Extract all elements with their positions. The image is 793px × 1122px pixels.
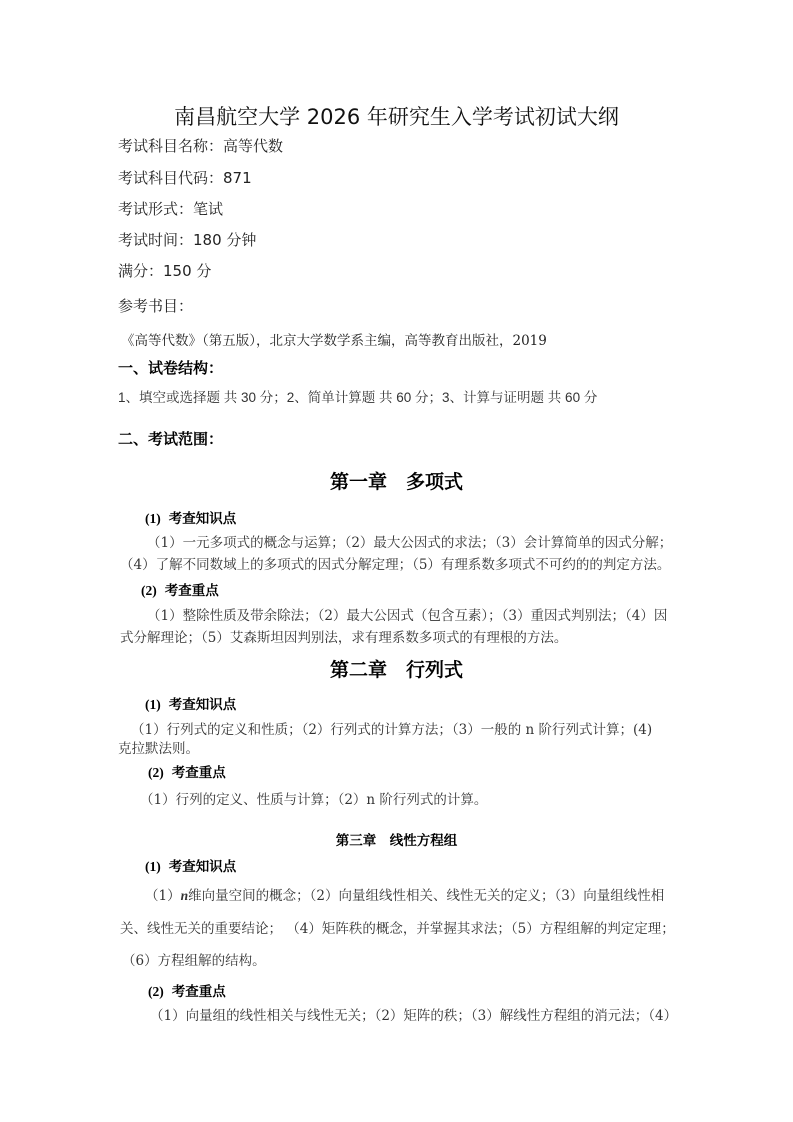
chapter-1-title: 第一章 多项式 (329, 471, 463, 493)
sub-label: 考查重点 (164, 583, 219, 599)
chapter-1-focus-line-1: （1）整除性质及带余除法；（2）最大公因式（包含互素）；（3）重因式判别法；（4）因 (147, 608, 668, 624)
sub-number: (1) (145, 697, 161, 712)
exam-full-score (118, 260, 211, 281)
chapter-3-title: 第三章 线性方程组 (335, 833, 458, 849)
chapter-1-knowledge-heading (145, 507, 236, 527)
reference-book: 《高等代数》（第五版），北京大学数学系主编，高等教育出版社，2019 (121, 333, 547, 349)
section-heading-scope: 二、考试范围： (118, 430, 224, 448)
item-number: （1） (145, 888, 181, 904)
exam-duration (118, 229, 256, 250)
meta-value: 180 分钟 (193, 231, 257, 249)
chapter-1-focus-heading (141, 579, 219, 599)
exam-subject-name (118, 135, 283, 156)
chapter-3-focus-heading (148, 980, 226, 1000)
meta-label: 满分： (118, 262, 164, 280)
chapter-2-title: 第二章 行列式 (329, 659, 463, 681)
document-title: 南昌航空大学 2026 年研究生入学考试初试大纲 (174, 105, 619, 129)
chapter-3-knowledge-line-3: （6）方程组解的结构。 (122, 953, 266, 969)
sub-number: (2) (148, 984, 164, 999)
meta-value: 高等代数 (223, 137, 284, 155)
chapter-3-focus-line-1: （1）向量组的线性相关与线性无关；（2）矩阵的秩；（3）解线性方程组的消元法；（4） (150, 1008, 678, 1024)
exam-structure-text: 1、填空或选择题 共 30 分；2、简单计算题 共 60 分；3、计算与证明题 共 60 分 (118, 390, 598, 405)
sub-number: (1) (145, 859, 161, 874)
chapter-2-knowledge-heading (145, 693, 236, 713)
chapter-3-knowledge-heading (145, 855, 236, 875)
meta-label: 考试形式： (118, 200, 194, 218)
meta-label: 考试时间： (118, 231, 194, 249)
chapter-3-knowledge-line-2: 关、线性无关的重要结论； （4）矩阵秩的概念，并掌握其求法；（5）方程组解的判定定理； (120, 921, 675, 937)
sub-label: 考查知识点 (168, 511, 237, 527)
chapter-1-focus-line-2: 式分解理论；（5）艾森斯坦因判别法，求有理系数多项式的有理根的方法。 (120, 630, 568, 646)
math-variable-n: n (180, 888, 189, 903)
sub-label: 考查重点 (171, 984, 226, 1000)
meta-label: 考试科目代码： (118, 169, 224, 187)
meta-value: 150 分 (163, 262, 212, 280)
chapter-2-knowledge-line-2: 克拉默法则。 (118, 741, 199, 757)
chapter-2-knowledge-line-1: （1）行列式的定义和性质；（2）行列式的计算方法；（3）一般的 n 阶行列式计算；(4) (131, 722, 653, 738)
sub-label: 考查知识点 (168, 859, 237, 875)
meta-value: 871 (223, 169, 252, 187)
sub-number: (1) (145, 511, 161, 526)
meta-value: 笔试 (193, 200, 224, 218)
meta-label: 参考书目： (118, 297, 194, 315)
chapter-3-knowledge-line-1 (145, 884, 664, 904)
chapter-1-knowledge-line-2: （4）了解不同数域上的多项式的因式分解定理；（5）有理系数多项式不可约的的判定方法。 (120, 557, 671, 573)
meta-label: 考试科目名称： (118, 137, 224, 155)
line-text: 维向量空间的概念；（2）向量组线性相关、线性无关的定义；（3）向量组线性相 (188, 888, 665, 904)
reference-books-label (118, 295, 193, 316)
exam-format (118, 198, 223, 219)
sub-label: 考查知识点 (168, 697, 237, 713)
section-heading-structure: 一、试卷结构： (118, 359, 224, 377)
sub-number: (2) (141, 583, 157, 598)
chapter-2-focus-heading (148, 761, 226, 781)
exam-subject-code (118, 167, 252, 188)
chapter-2-focus-line-1: （1）行列的定义、性质与计算；（2）n 阶行列式的计算。 (140, 792, 488, 808)
chapter-1-knowledge-line-1: （1）一元多项式的概念与运算；（2）最大公因式的求法；（3）会计算简单的因式分解； (147, 535, 673, 551)
sub-number: (2) (148, 765, 164, 780)
sub-label: 考查重点 (171, 765, 226, 781)
